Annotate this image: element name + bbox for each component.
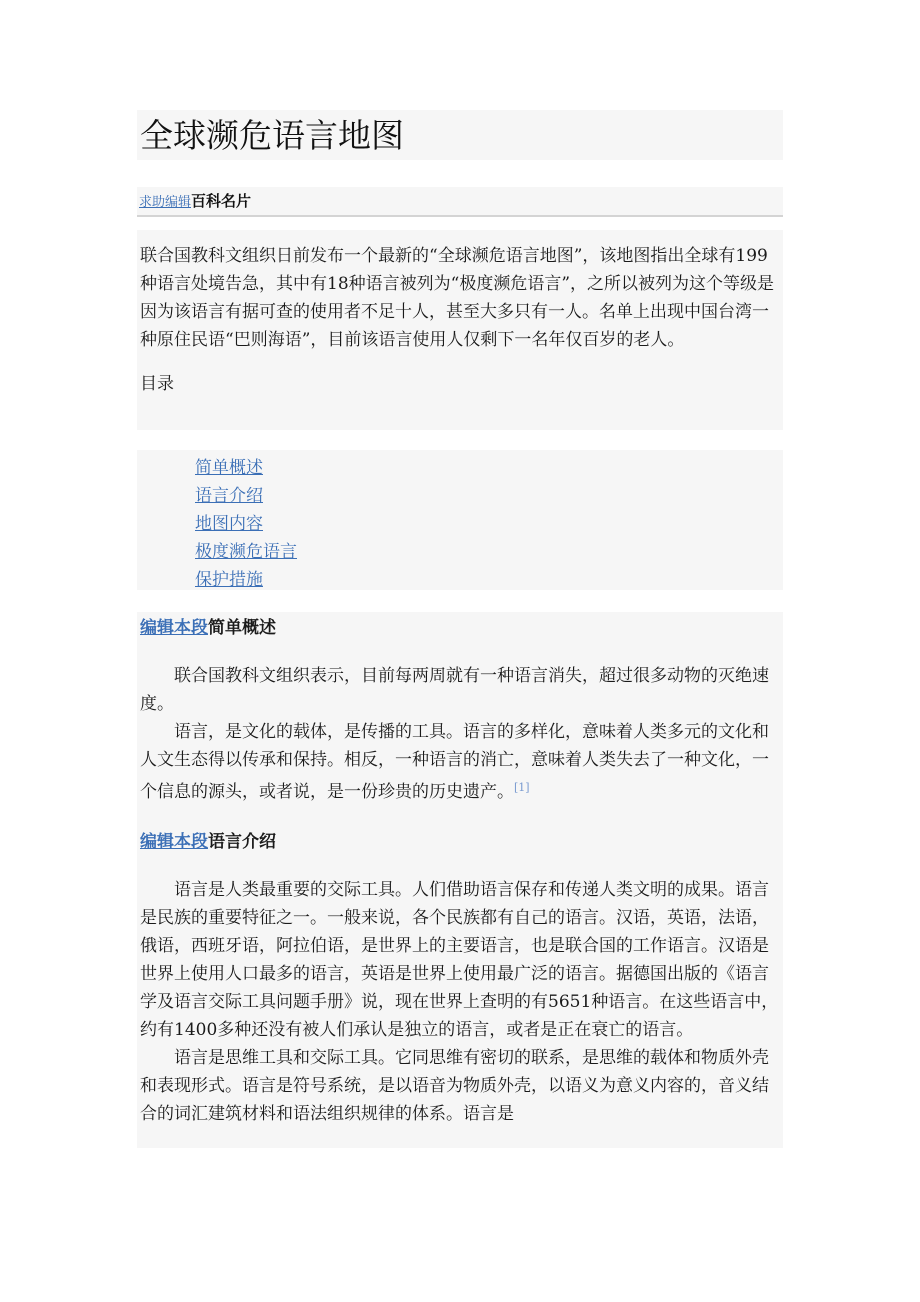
toc-item: [195, 538, 783, 566]
section-title: 简单概述: [208, 618, 276, 638]
toc-link-map-content[interactable]: 地图内容: [195, 514, 263, 534]
meta-row: [137, 187, 783, 217]
title-block: [137, 110, 783, 160]
edit-section-link[interactable]: 编辑本段: [140, 618, 208, 638]
page-title: 全球濒危语言地图: [140, 116, 404, 155]
toc-link-language-intro[interactable]: 语言介绍: [195, 486, 263, 506]
intro-paragraph: 联合国教科文组织日前发布一个最新的“全球濒危语言地图”，该地图指出全球有199种语言处境告急，其中有18种语言被列为“极度濒危语言”，之所以被列为这个等级是因为该语言有据可查的使用者不足十人，甚至大多只有一人。名单上出现中国台湾一种原住民语“巴则海语”，目前该语言使用人仅剩下一名年仅百岁的老人。: [140, 246, 775, 350]
section-title: 语言介绍: [208, 832, 276, 852]
toc-link-critically-endangered[interactable]: 极度濒危语言: [195, 542, 297, 562]
toc-heading: 目录: [140, 374, 174, 394]
card-label: 百科名片: [191, 192, 252, 210]
table-of-contents: [137, 450, 783, 590]
section-body-overview: [137, 662, 783, 806]
toc-link-overview[interactable]: 简单概述: [195, 458, 263, 478]
section-body-language-intro: [137, 876, 783, 1128]
toc-item: [195, 454, 783, 482]
reference-link[interactable]: [1]: [514, 781, 530, 794]
content-sections: [137, 612, 783, 1148]
section-heading-overview: [140, 614, 783, 642]
intro-block: [137, 230, 783, 430]
toc-link-protection[interactable]: 保护措施: [195, 570, 263, 590]
help-edit-link[interactable]: 求助编辑: [139, 195, 192, 210]
toc-item: [195, 510, 783, 538]
paragraph-with-ref: [137, 718, 783, 806]
paragraph: 联合国教科文组织表示，目前每两周就有一种语言消失，超过很多动物的灭绝速度。: [140, 666, 769, 714]
edit-section-link[interactable]: 编辑本段: [140, 832, 208, 852]
toc-item: [195, 566, 783, 594]
section-heading-language-intro: [140, 828, 783, 856]
paragraph: 语言是思维工具和交际工具。它同思维有密切的联系，是思维的载体和物质外壳和表现形式。语言是符号系统，是以语音为物质外壳，以语义为意义内容的，音义结合的词汇建筑材料和语法组织规律的体系。语言是: [140, 1048, 769, 1124]
toc-item: [195, 482, 783, 510]
paragraph-text: 语言，是文化的载体，是传播的工具。语言的多样化，意味着人类多元的文化和人文生态得以传承和保持。相反，一种语言的消亡，意味着人类失去了一种文化，一个信息的源头，或者说，是一份珍贵的历史遗产。: [140, 722, 769, 802]
paragraph: 语言是人类最重要的交际工具。人们借助语言保存和传递人类文明的成果。语言是民族的重要特征之一。一般来说，各个民族都有自己的语言。汉语，英语，法语，俄语，西班牙语，阿拉伯语，是世界上的主要语言，也是联合国的工作语言。汉语是世界上使用人口最多的语言，英语是世界上使用最广泛的语言。据德国出版的《语言学及语言交际工具问题手册》说，现在世界上查明的有5651种语言。在这些语言中，约有1400多种还没有被人们承认是独立的语言，或者是正在衰亡的语言。: [140, 880, 779, 1040]
